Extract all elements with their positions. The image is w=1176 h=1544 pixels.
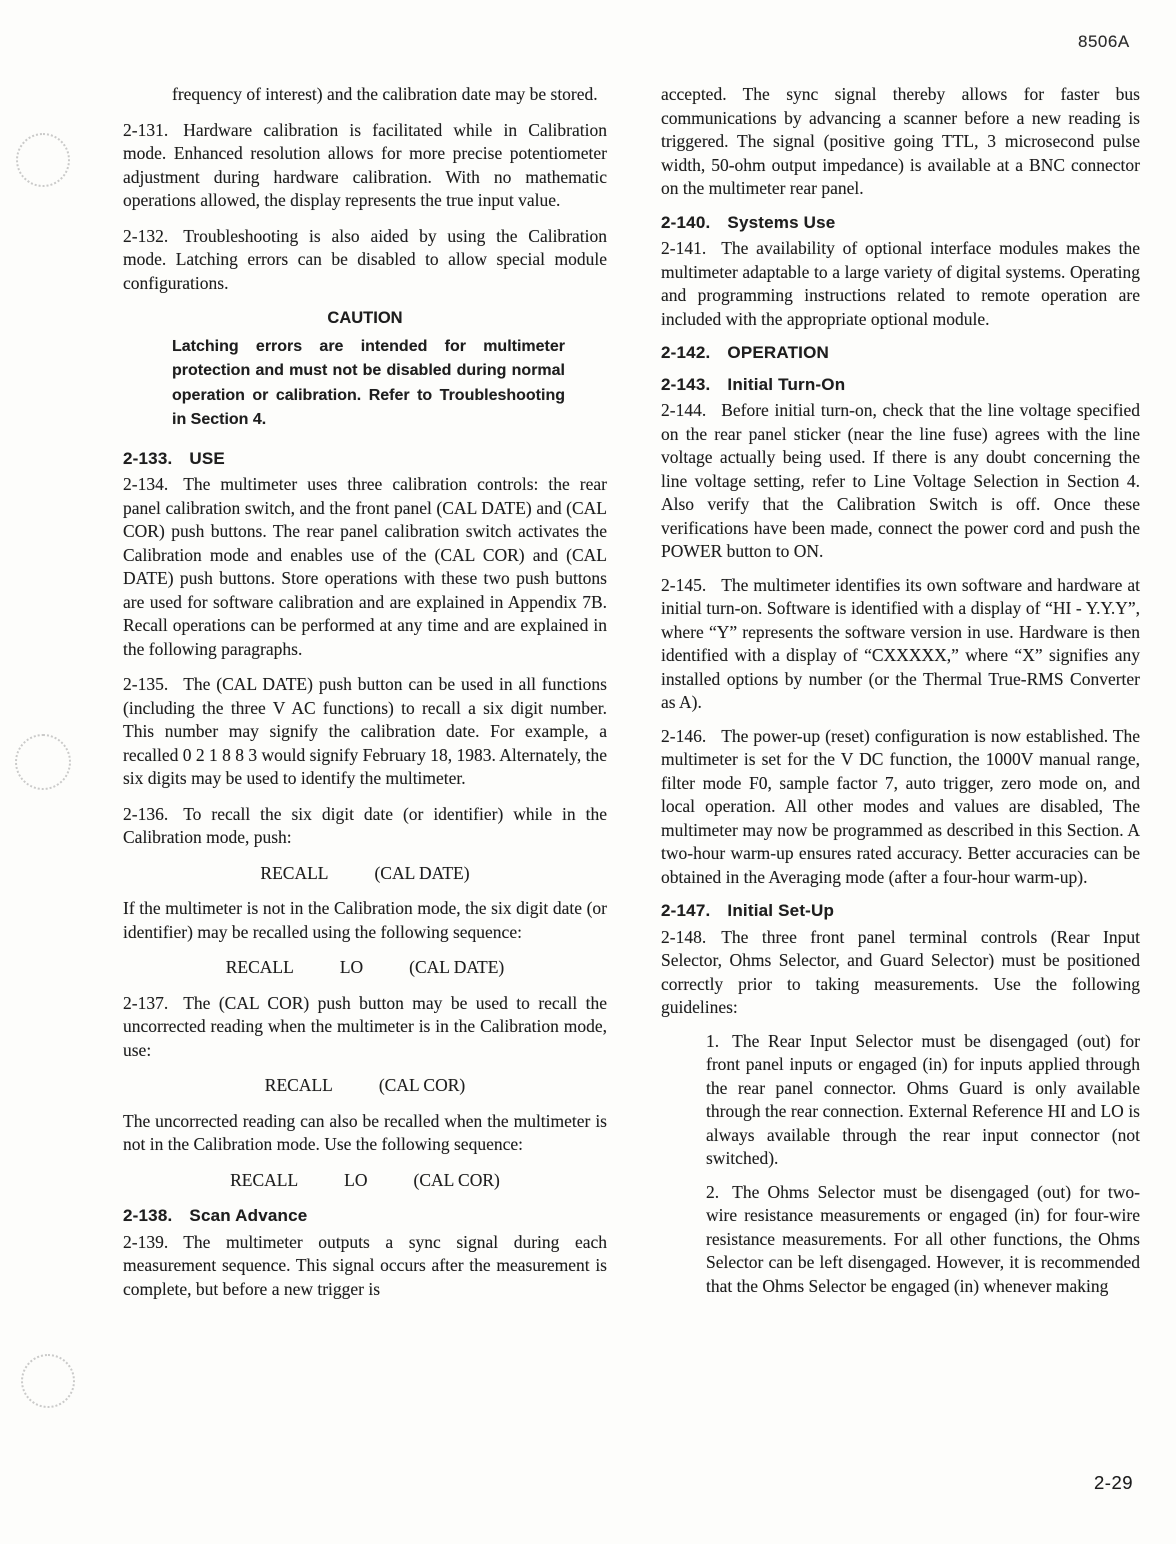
paragraph-number: 2-140. <box>661 212 711 232</box>
paragraph: If the multimeter is not in the Calibration mode, the six digit date (or identifier) may be recalled using the following sequence: <box>123 898 607 942</box>
paragraph-number: 1. <box>706 1030 720 1051</box>
paragraph: 2-135. The (CAL DATE) push button can be used in all functions (including the three V AC functions) to recall a six digit number. This number may signify the calibration date. For example, a recalled 0 2 1 8 8 3 would signify February 18, 1983. Alternately, the six digits may be used to identify the multimeter. <box>123 674 607 788</box>
paragraph: accepted. The sync signal thereby allows for faster bus communications by advancing a scanner before a new reading is triggered. The signal (positive going TTL, 3 microsecond pulse width, 50-ohm output impedance) is available at a BNC connector on the multimeter rear panel. <box>661 84 1140 198</box>
paragraph-number: 2-131. <box>123 119 169 140</box>
paragraph: 2-131. Hardware calibration is facilitated while in Calibration mode. Enhanced resolution allows for more precise potentiometer adjustment during hardware calibration. With no mathematic operations allowed, the display represents the true input value. <box>123 119 607 210</box>
caution-title: CAUTION <box>327 309 403 327</box>
paragraph-continued: frequency of interest) and the calibration date may be stored. <box>172 84 598 104</box>
paragraph: 2-137. The (CAL COR) push button may be used to recall the uncorrected reading when the multimeter is in the Calibration mode, use: <box>123 992 607 1060</box>
paragraph-number: 2-141. <box>661 238 707 258</box>
paragraph-number: 2-137. <box>123 992 169 1013</box>
paragraph-number: 2-139. <box>123 1231 169 1252</box>
recall-key-label: (CAL DATE) <box>374 862 470 883</box>
paragraph: 2-136. To recall the six digit date (or identifier) while in the Calibration mode, push: <box>123 803 607 847</box>
recall-key-label: RECALL <box>264 1075 333 1095</box>
paragraph-number: 2-132. <box>123 225 169 246</box>
recall-key-label: (CAL COR) <box>378 1075 466 1095</box>
caution-text: Latching errors are intended for multimeter protection and must not be disabled during normal operation or calibration. Refer to Troubleshooting in Section 4. <box>172 337 565 428</box>
paragraph-number: 2-138. <box>123 1206 173 1225</box>
recall-sequence <box>123 956 607 980</box>
recall-key-label: LO <box>339 957 364 977</box>
list-item: 2. The Ohms Selector must be disengaged (out) for two-wire resistance measurements or engaged (in) for four-wire resistance measurements. For all other functions, the Ohms Selector can be left disengaged. However, it is recommended that the Ohms Selector be engaged (in) whenever making <box>706 1181 1140 1296</box>
section-heading: 2-140. Systems Use <box>661 212 836 232</box>
left-column <box>123 83 607 1313</box>
section-heading: 2-143. Initial Turn-On <box>661 374 846 394</box>
paragraph-number: 2-148. <box>661 926 707 947</box>
page-number: 2-29 <box>1094 1472 1134 1493</box>
paragraph: 2-145. The multimeter identifies its own software and hardware at initial turn-on. Software is identified with a display of “HI - Y.Y.Y”, where “Y” represents the software version in use. Hardware is then identified with a display of “CXXXXX,” where “X” signifies any installed options by number (or the Thermal True-RMS Converter as A). <box>661 574 1140 712</box>
recall-sequence <box>123 862 607 886</box>
recall-key-label: RECALL <box>230 1169 299 1190</box>
paragraph-number: 2-145. <box>661 574 707 595</box>
recall-key-label: LO <box>344 1169 368 1190</box>
page-header-model: 8506A <box>1078 32 1130 51</box>
recall-key-label: (CAL COR) <box>413 1169 500 1190</box>
paragraph-number: 2-135. <box>123 674 169 694</box>
section-heading: 2-133. USE <box>123 448 225 468</box>
paragraph: The uncorrected reading can also be recalled when the multimeter is not in the Calibration mode. Use the following sequence: <box>123 1110 607 1154</box>
punch-hole-bottom <box>21 1354 75 1408</box>
paragraph-number: 2. <box>706 1181 720 1202</box>
recall-key-label: RECALL <box>225 957 294 977</box>
recall-key-label: (CAL DATE) <box>409 957 505 977</box>
right-column <box>661 83 1140 1308</box>
paragraph-number: 2-136. <box>123 803 169 824</box>
section-heading: 2-147. Initial Set-Up <box>661 901 835 920</box>
punch-hole-top <box>16 133 70 187</box>
paragraph-number: 2-147. <box>661 901 711 920</box>
punch-hole-middle <box>15 734 71 790</box>
paragraph-number: 2-143. <box>661 374 711 394</box>
paragraph-number: 2-134. <box>123 474 169 494</box>
paragraph: 2-144. Before initial turn-on, check that the line voltage specified on the rear panel sticker (near the line fuse) agrees with the line voltage actually being used. If there is any doubt concerning the line voltage setting, refer to Line Voltage Selection in Section 4. Also verify that the Calibration Switch is off. Once these verifications have been made, connect the power cord and push the POWER button to ON. <box>661 400 1140 561</box>
paragraph: 2-139. The multimeter outputs a sync signal during each measurement sequence. This signal occurs after the measurement is complete, but before a new trigger is <box>123 1231 607 1299</box>
section-heading: 2-138. Scan Advance <box>123 1206 308 1225</box>
paragraph-number: 2-146. <box>661 725 707 746</box>
recall-sequence <box>123 1074 607 1098</box>
paragraph: 2-148. The three front panel terminal controls (Rear Input Selector, Ohms Selector, and Guard Selector) must be positioned correctly prior to taking measurements. Use the following guidelines: <box>661 926 1140 1017</box>
list-item: 1. The Rear Input Selector must be disengaged (out) for front panel inputs or engaged (in) for inputs applied through the rear panel connector. Ohms Guard is only available through the rear connection. External Reference HI and LO is always available through the rear input connector (not switched). <box>706 1030 1140 1168</box>
recall-sequence <box>123 1169 607 1193</box>
section-heading: 2-142. OPERATION <box>661 343 830 362</box>
recall-key-label: RECALL <box>260 862 329 883</box>
paragraph-number: 2-133. <box>123 448 173 468</box>
paragraph: 2-132. Troubleshooting is also aided by using the Calibration mode. Latching errors can be disabled to allow special module configurations. <box>123 225 607 293</box>
paragraph: 2-141. The availability of optional interface modules makes the multimeter adaptable to a large variety of digital systems. Operating and programming instructions related to remote operation are included with the appropriate optional module. <box>661 238 1140 329</box>
paragraph-number: 2-142. <box>661 343 711 362</box>
paragraph: 2-134. The multimeter uses three calibration controls: the rear panel calibration switch, and the front panel (CAL DATE) and (CAL COR) push buttons. The rear panel calibration switch activates the Calibration mode and enables use of the (CAL COR) and (CAL DATE) push buttons. Store operations with these two push buttons are used for software calibration and are explained in Appendix 7B. Recall operations can be performed at any time and are explained in the following paragraphs. <box>123 474 607 659</box>
paragraph: 2-146. The power-up (reset) configuration is now established. The multimeter is set for the V DC function, the 1000V manual range, filter mode F0, sample factor 7, auto trigger, zero mode on, and local operation. All other modes and values are disabled, The multimeter may now be programmed as described in this Section. A two-hour warm-up ensures rated accuracy. Better accuracies can be obtained in the Averaging mode (after a four-hour warm-up). <box>661 725 1140 887</box>
paragraph-number: 2-144. <box>661 400 707 420</box>
